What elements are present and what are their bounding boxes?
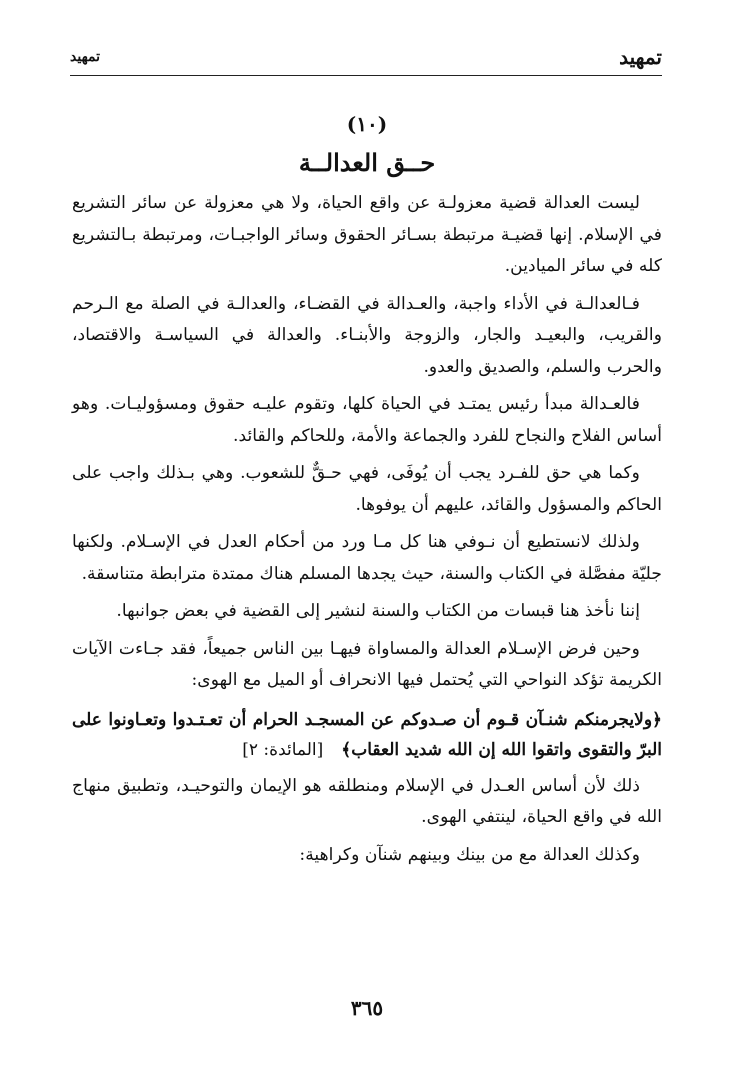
verse-reference: [المائدة: ٢]	[242, 739, 324, 760]
running-header	[70, 45, 662, 79]
paragraph: وحين فرض الإسـلام العدالة والمساواة فيهـا بين الناس جميعاً، فقد جـاءت الآيات الكريمة تؤكد النواحي التي يُحتمل فيها الانحراف أو الميل مع الهوى:	[72, 638, 662, 690]
paragraph: فالعـدالة مبدأ رئيس يمتـد في الحياة كلها، وتقوم عليـه حقوق ومسؤوليـات. وهو أساس الفلاح والنجاح للفرد والجماعة والأمة، وللحاكم والقائد.	[72, 394, 662, 446]
quran-verse	[72, 705, 662, 765]
paragraph: ليست العدالة قضية معزولـة عن واقع الحياة، ولا هي معزولة عن سائر التشريع في الإسلام. إنها قضيـة مرتبطة بسـائر الحقوق وسائر الواجبـات، ومرتبطة بـالتشريع كله في سائر الميادين.	[72, 193, 662, 276]
verse-text: ﴿ولايجرمنكم شنـآن قـوم أن صـدوكم عن المسجـد الحرام أن تعـتـدوا وتعـاونوا على البرّ والتقوى واتقوا الله إن الله شديد العقاب﴾	[72, 709, 662, 760]
header-divider	[70, 75, 662, 76]
paragraph: وكما هي حق للفـرد يجب أن يُوفَى، فهي حـقٌّ للشعوب. وهي بـذلك واجب على الحاكم والمسؤول والقائد، عليهم أن يوفوها.	[72, 463, 662, 515]
chapter-number: (١٠)	[346, 112, 388, 136]
page-number: ٣٦٥	[350, 996, 384, 1020]
paragraph: وكذلك العدالة مع من بينك وبينهم شنآن وكراهية:	[299, 844, 640, 865]
paragraph: إننا نأخذ هنا قبسات من الكتاب والسنة لنشير إلى القضية في بعض جوانبها.	[116, 601, 640, 621]
paragraph: ذلك لأن أساس العـدل في الإسلام ومنطلقه هو الإيمان والتوحيـد، وتطبيق منهاج الله في واقع الحياة، لينتفي الهوى.	[72, 775, 662, 827]
header-title-right: تمهيد	[619, 45, 662, 69]
paragraph: فـالعدالـة في الأداء واجبة، والعـدالة في القضـاء، والعدالـة في الصلة مع الـرحم والقريب، والبعيـد والجار، والزوجة والأبنـاء. والعدالة في السياسـة والاقتصاد، والحرب والسلم، والصديق والعدو.	[72, 293, 662, 377]
body-text	[72, 188, 662, 877]
header-title-left: تمهيد	[70, 49, 101, 65]
paragraph: ولذلك لانستطيع أن نـوفي هنا كل مـا ورد من أحكام العدل في الإسـلام. ولكنها جليّة مفصَّلة في الكتاب والسنة، حيث يجدها المسلم هناك ممتدة مترابطة متناسقة.	[72, 532, 662, 584]
chapter-title: حــق العدالــة	[298, 148, 436, 177]
